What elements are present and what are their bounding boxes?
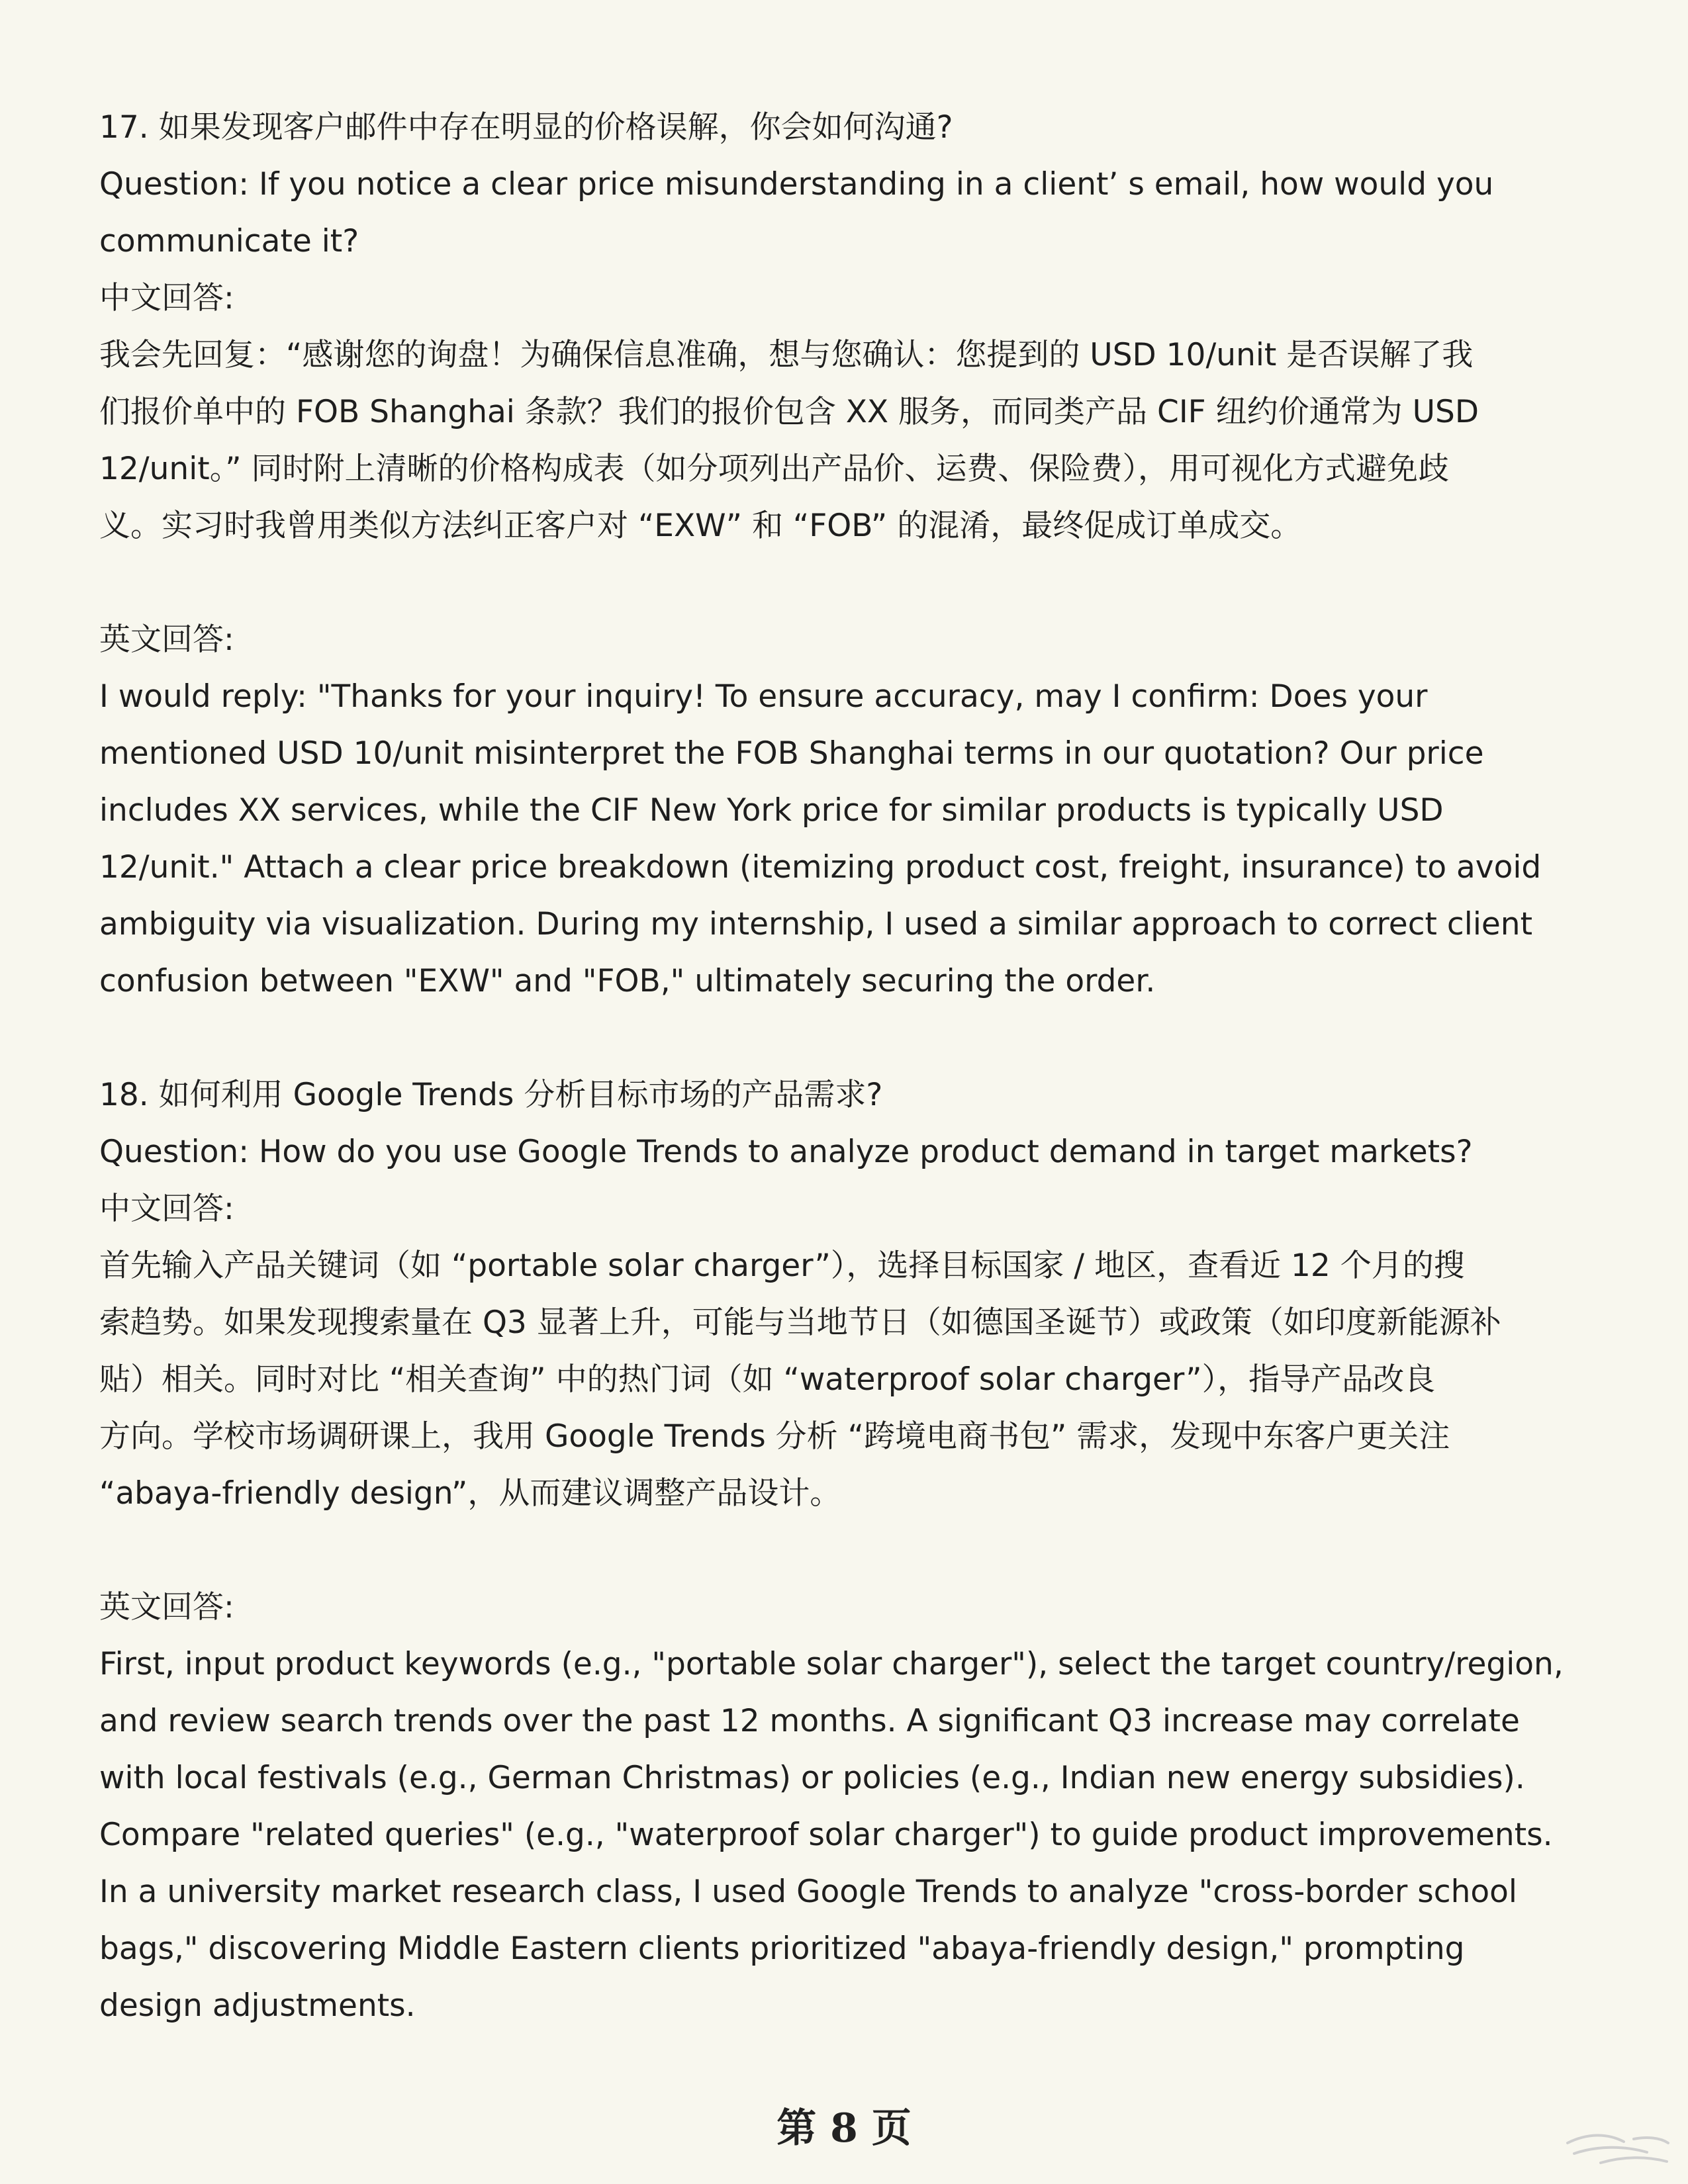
question-17-en-line-1: Question: If you notice a clear price misunderstanding in a client’ s email, how would you (99, 166, 1494, 203)
question-17-en-answer-line-5: ambiguity via visualization. During my internship, I used a similar approach to correct client (99, 906, 1533, 942)
question-18-en-answer-line-5: In a university market research class, I used Google Trends to analyze "cross-border school (99, 1874, 1517, 1910)
question-17-zh-answer-line-2: 们报价单中的 FOB Shanghai 条款？我们的报价包含 XX 服务，而同类产品 CIF 纽约价通常为 USD (99, 394, 1479, 430)
question-17-title-zh: 17. 如果发现客户邮件中存在明显的价格误解，你会如何沟通? (99, 109, 953, 146)
question-18-en-label: 英文回答: (99, 1589, 234, 1625)
question-18-en-answer-line-2: and review search trends over the past 12 months. A significant Q3 increase may correlate (99, 1703, 1520, 1739)
question-18-zh-answer-line-5: “abaya-friendly design”，从而建议调整产品设计。 (99, 1475, 841, 1512)
question-18-zh-answer-line-2: 索趋势。如果发现搜索量在 Q3 显著上升，可能与当地节日（如德国圣诞节）或政策（如印度新能源补 (99, 1304, 1501, 1341)
question-17-zh-label: 中文回答: (99, 280, 234, 316)
weibo-watermark-icon (1561, 2130, 1673, 2169)
question-18-en-line-1: Question: How do you use Google Trends to analyze product demand in target markets? (99, 1134, 1473, 1170)
question-18-title-zh: 18. 如何利用 Google Trends 分析目标市场的产品需求? (99, 1077, 883, 1113)
question-17-en-answer-line-4: 12/unit." Attach a clear price breakdown (itemizing product cost, freight, insurance) to avoid (99, 849, 1542, 886)
question-17-zh-answer-line-1: 我会先回复：“感谢您的询盘！为确保信息准确，想与您确认：您提到的 USD 10/unit 是否误解了我 (99, 337, 1474, 373)
question-17-en-answer-line-6: confusion between "EXW" and "FOB," ultimately securing the order. (99, 963, 1156, 999)
document-page (99, 99, 1595, 2034)
question-17-en-answer-line-2: mentioned USD 10/unit misinterpret the FOB Shanghai terms in our quotation? Our price (99, 735, 1484, 772)
question-18-en-answer-line-7: design adjustments. (99, 1987, 416, 2024)
question-17-en-line-2: communicate it? (99, 223, 359, 259)
spacer (99, 1522, 1595, 1579)
question-18-zh-answer-line-1: 首先输入产品关键词（如 “portable solar charger”），选择目标国家 / 地区，查看近 12 个月的搜 (99, 1248, 1465, 1284)
question-18-en-answer-line-1: First, input product keywords (e.g., "portable solar charger"), select the target country/region, (99, 1646, 1564, 1682)
question-18-zh-answer-line-3: 贴）相关。同时对比 “相关查询” 中的热门词（如 “waterproof solar charger”），指导产品改良 (99, 1361, 1436, 1398)
question-17-en-answer-line-1: I would reply: "Thanks for your inquiry! To ensure accuracy, may I confirm: Does your (99, 678, 1428, 715)
spacer (99, 555, 1595, 612)
question-18-zh-answer-line-4: 方向。学校市场调研课上，我用 Google Trends 分析 “跨境电商书包” 需求，发现中东客户更关注 (99, 1418, 1450, 1455)
question-18 (99, 1067, 1595, 2034)
question-18-en-answer-line-3: with local festivals (e.g., German Christmas) or policies (e.g., Indian new energy subsidies). (99, 1760, 1525, 1796)
question-17-en-label: 英文回答: (99, 621, 234, 658)
question-18-en-answer-line-4: Compare "related queries" (e.g., "waterproof solar charger") to guide product improvements. (99, 1817, 1553, 1853)
page-number: 第 8 页 (776, 2105, 912, 2152)
question-18-zh-label: 中文回答: (99, 1191, 234, 1227)
question-17-zh-answer-line-3: 12/unit。” 同时附上清晰的价格构成表（如分项列出产品价、运费、保险费），用可视化方式避免歧 (99, 451, 1449, 487)
spacer (99, 1010, 1595, 1067)
question-17 (99, 99, 1595, 1010)
question-17-en-answer-line-3: includes XX services, while the CIF New York price for similar products is typically USD (99, 792, 1444, 829)
question-17-zh-answer-line-4: 义。实习时我曾用类似方法纠正客户对 “EXW” 和 “FOB” 的混淆，最终促成订单成交。 (99, 508, 1302, 544)
question-18-en-answer-line-6: bags," discovering Middle Eastern clients prioritized "abaya-friendly design," prompting (99, 1931, 1465, 1967)
